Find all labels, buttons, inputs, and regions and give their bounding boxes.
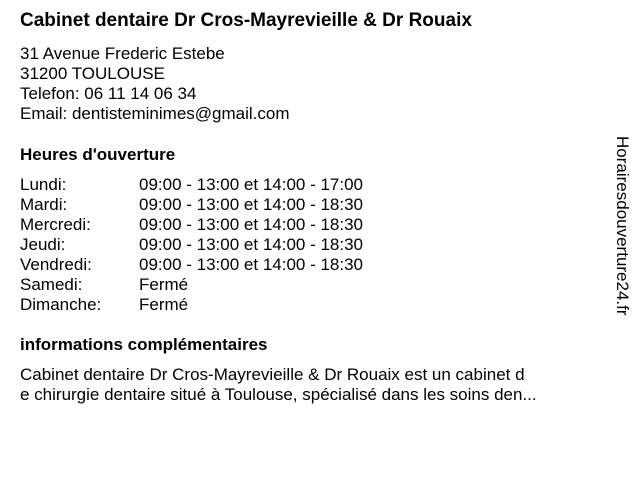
description-line: e chirurgie dentaire situé à Toulouse, spécialisé dans les soins den... [20, 385, 537, 404]
day-label: Lundi: [20, 175, 67, 194]
address-city: 31200 TOULOUSE [20, 64, 165, 83]
day-label: Dimanche: [20, 295, 102, 314]
day-label: Mardi: [20, 195, 68, 214]
description-text [20, 365, 620, 405]
phone-line: Telefon: 06 11 14 06 34 [20, 84, 197, 103]
day-label: Vendredi: [20, 255, 92, 274]
day-label: Samedi: [20, 275, 83, 294]
day-label: Mercredi: [20, 215, 91, 234]
time-value: 09:00 - 13:00 et 14:00 - 18:30 [139, 215, 364, 234]
info-heading: informations complémentaires [20, 335, 268, 354]
address-street: 31 Avenue Frederic Estebe [20, 44, 225, 63]
time-value: 09:00 - 13:00 et 14:00 - 18:30 [139, 255, 364, 274]
watermark-text: Horairesdouverture24.fr [613, 136, 632, 316]
email-line: Email: dentisteminimes@gmail.com [20, 104, 290, 123]
watermark [613, 136, 635, 346]
contact-block [20, 44, 290, 124]
time-value: 09:00 - 13:00 et 14:00 - 17:00 [139, 175, 364, 194]
description-line: Cabinet dentaire Dr Cros-Mayrevieille & Dr Rouaix est un cabinet d [20, 365, 525, 384]
time-value: 09:00 - 13:00 et 14:00 - 18:30 [139, 195, 364, 214]
time-value: 09:00 - 13:00 et 14:00 - 18:30 [139, 235, 364, 254]
business-name: Cabinet dentaire Dr Cros-Mayrevieille & Dr Rouaix [20, 10, 472, 31]
time-value: Fermé [139, 295, 189, 314]
hours-heading: Heures d'ouverture [20, 145, 176, 164]
time-value: Fermé [139, 275, 189, 294]
day-label: Jeudi: [20, 235, 66, 254]
